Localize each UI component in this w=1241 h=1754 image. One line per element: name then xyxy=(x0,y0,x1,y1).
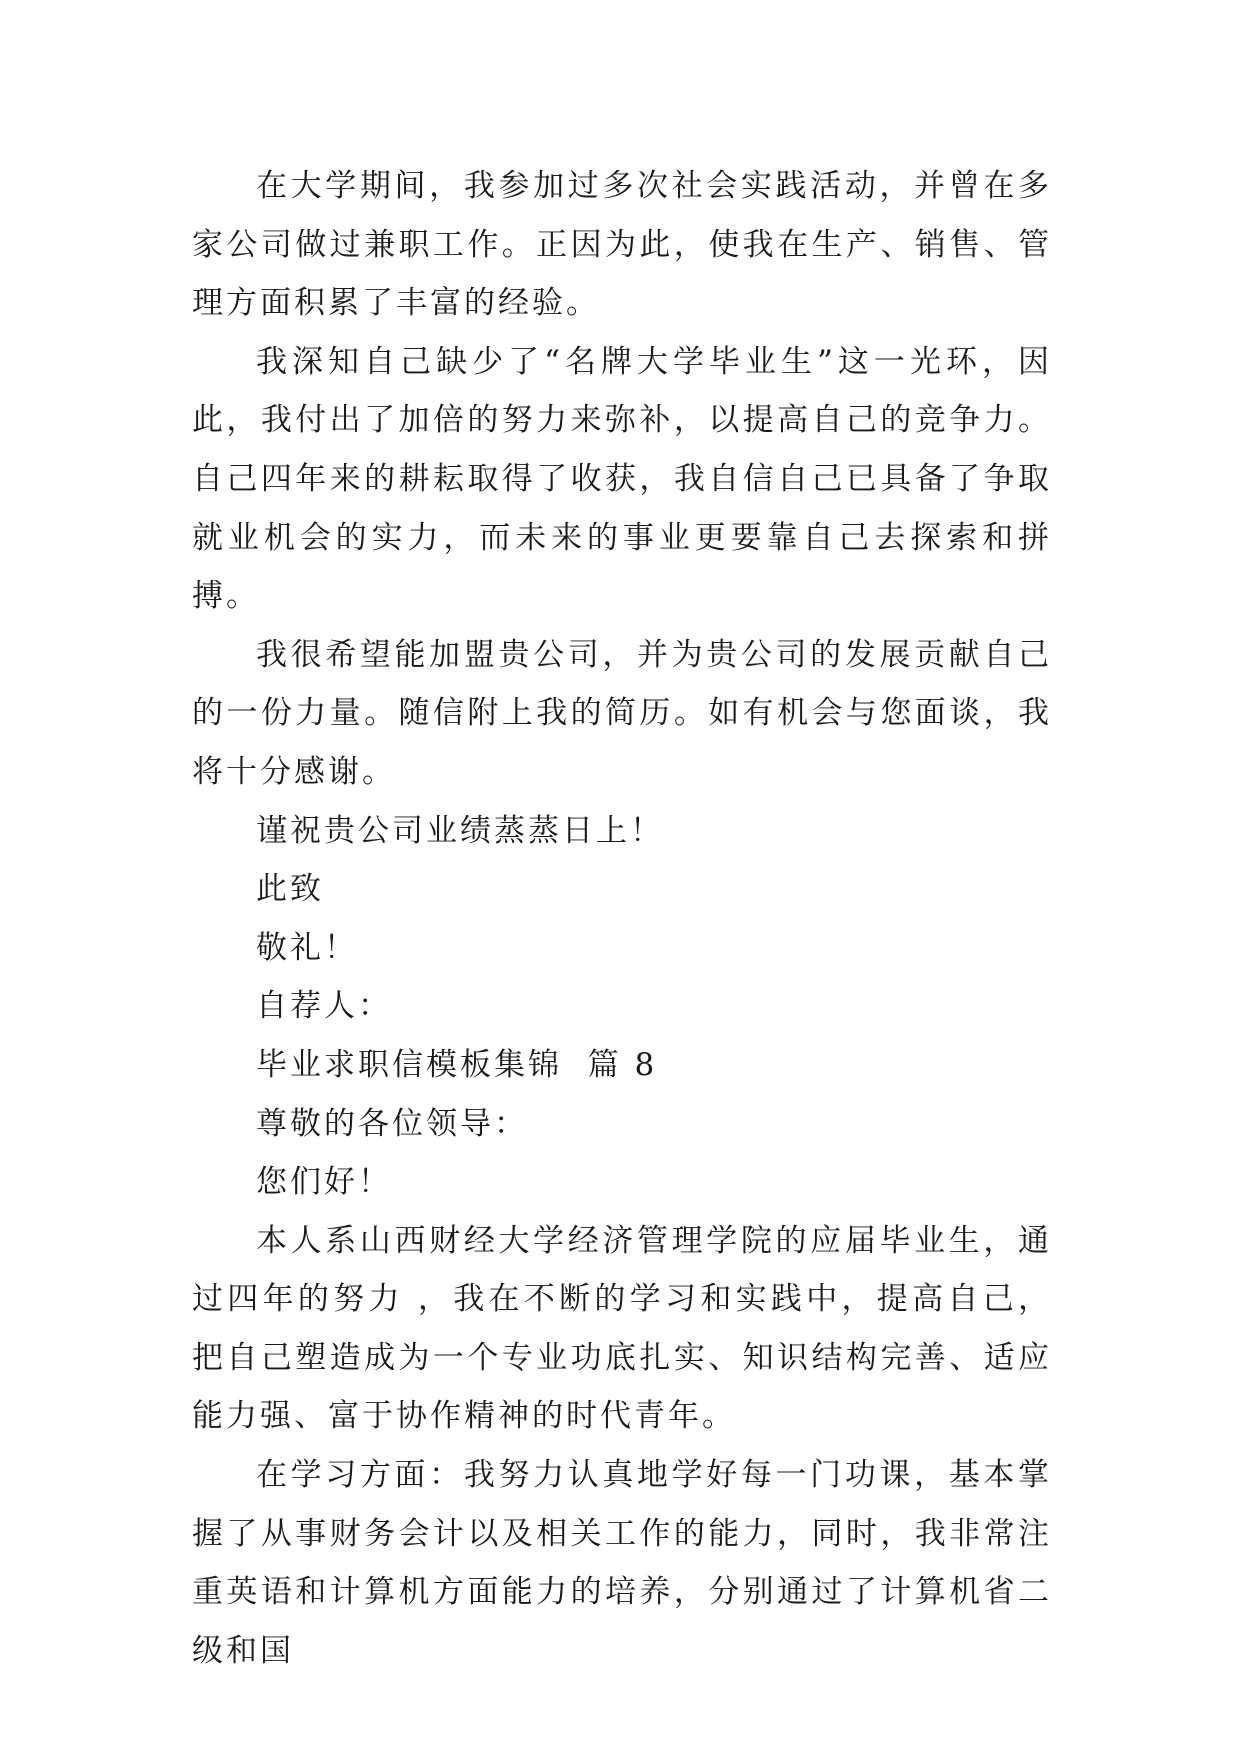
signer-label: 自荐人： xyxy=(256,988,392,1025)
paragraph-join-company: 我很希望能加盟贵公司，并为贵公司的发展贡献自己的一份力量。随信附上我的简历。如有机会与您面谈，我将十分感谢。 xyxy=(192,636,1052,790)
letter-salutation: 尊敬的各位领导： xyxy=(256,1105,528,1142)
paragraph-study-aspect: 在学习方面：我努力认真地学好每一门功课，基本掌握了从事财务会计以及相关工作的能力，同时，我非常注重英语和计算机方面能力的培养，分别通过了计算机省二级和国 xyxy=(192,1457,1052,1669)
letter-greeting: 您们好！ xyxy=(256,1164,392,1201)
section-heading: 毕业求职信模板集锦 篇 8 xyxy=(256,1046,658,1083)
closing-wish: 谨祝贵公司业绩蒸蒸日上！ xyxy=(256,812,664,849)
paragraph-effort-competitiveness: 我深知自己缺少了“名牌大学毕业生”这一光环，因此，我付出了加倍的努力来弥补，以提高自己的竞争力。自己四年来的耕耘取得了收获，我自信自己已具备了争取就业机会的实力，而未来的事业更要靠自己去探索和拼搏。 xyxy=(192,343,1052,615)
paragraph-practice-experience: 在大学期间，我参加过多次社会实践活动，并曾在多家公司做过兼职工作。正因为此，使我在生产、销售、管理方面积累了丰富的经验。 xyxy=(192,168,1052,322)
paragraph-self-introduction: 本人系山西财经大学经济管理学院的应届毕业生，通过四年的努力 ，我在不断的学习和实践中，提高自己，把自己塑造成为一个专业功底扎实、知识结构完善、适应能力强、富于协作精神的时代青年。 xyxy=(192,1222,1052,1435)
closing-salutation: 此致 xyxy=(256,871,324,908)
document-body xyxy=(192,157,1052,1680)
closing-regards: 敬礼！ xyxy=(256,929,358,966)
